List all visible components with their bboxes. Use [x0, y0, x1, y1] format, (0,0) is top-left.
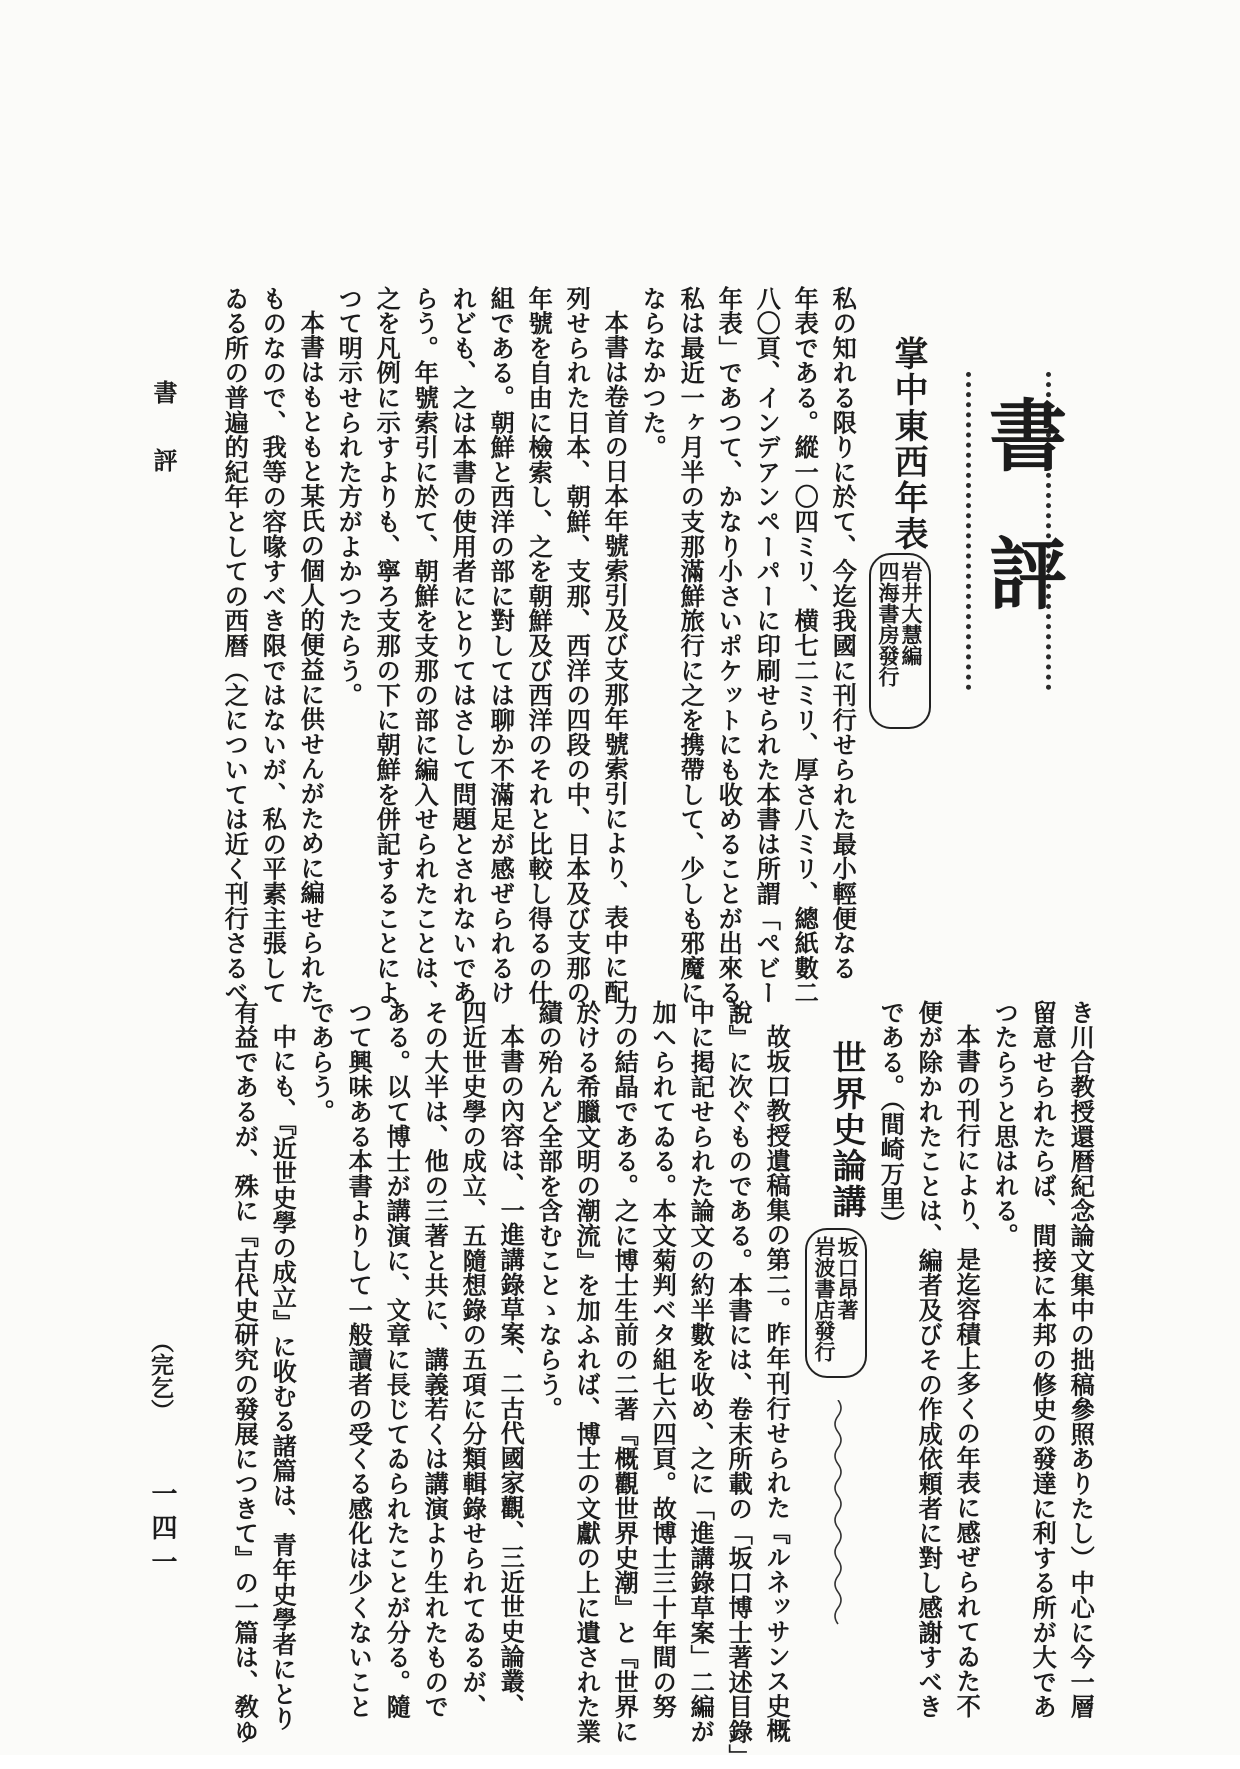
review2-publisher: 岩波書店發行 [812, 1236, 837, 1362]
page-number: 一四一 [147, 1480, 177, 1582]
review1-col-7: 列せられた日本、朝鮮、支那、西洋の四段の中、日本及び支那の [562, 286, 592, 1006]
review2-col-12: であらう。 [306, 1000, 336, 1124]
review1-col-8: 年號を自由に檢索し、之を朝鮮及び西洋のそれと比較し得るの仕 [524, 286, 554, 1006]
review1-col-4: 私は最近一ヶ月半の支那滿鮮旅行に之を携帶して、少しも邪魔に [676, 286, 706, 1006]
review2-col-2: 中に掲記せられた論文の約半數を收め、之に「進講錄草案」二編が [686, 1000, 716, 1744]
review1-col-14: 本書はもともと某氏の個人的便益に供せんがために編せられた [296, 310, 326, 1005]
review1-col-18: 留意せられたらば、間接に本邦の修史の發達に利する所が大であ [1028, 1000, 1058, 1720]
review1-author: 岩井大慧編 [899, 561, 924, 666]
review2-meta-box [805, 1228, 867, 1378]
review2-col-0: 故坂口教授遺稿集の第二。昨年刊行せられた『ルネッサンス史概 [762, 1024, 792, 1744]
review1-col-17: き川合教授還暦紀念論文集中の拙稿參照ありたし）中心に今一層 [1066, 1000, 1096, 1720]
review1-col-12: 之を凡例に示すよりも、寧ろ支那の下に朝鮮を併記することによ [372, 286, 402, 1006]
review2-col-11: つて興味ある本書よりして一般讀者の受くる感化は少くないこと [344, 1000, 374, 1720]
review1-col-1: 年表である。縱一〇四ミリ、横七二ミリ、厚さ八ミリ、總紙數二 [790, 286, 820, 1006]
review1-publisher: 四海書房發行 [876, 561, 901, 687]
continued-mark: （完乞） [147, 1330, 174, 1422]
review1-col-5: ならなかつた。 [638, 286, 668, 460]
review2-col-9: その大半は、他の三著と共に、講義若くは講演より生れたもので [420, 1000, 450, 1720]
review2-author: 坂口昂著 [835, 1236, 860, 1320]
review2-col-3: 加へられてゐる。本文菊判ベタ組七六四頁。故博士三十年間の努 [648, 1000, 678, 1720]
review2-col-8: 四近世史學の成立、五隨想錄の五項に分類輯錄せられてゐるが、 [458, 1000, 488, 1720]
review2-col-4: 力の結晶である。之に博士生前の二著『概觀世界史潮』と『世界に [610, 1000, 640, 1744]
review2-title: 世界史論講 [826, 1040, 866, 1220]
review2-col-1: 說』に次ぐものである。本書には、卷末所載の「坂口博士著述目錄」 [724, 1000, 754, 1769]
review1-col-15: ものなので、我等の容喙すべき限ではないが、私の平素主張して [258, 286, 288, 1006]
review2-col-7: 本書の內容は、一進講錄草案、二古代國家觀、三近世史論叢、 [496, 1024, 526, 1719]
review1-col-19: つたらうと思はれる。 [990, 1000, 1020, 1248]
review1-col-10: れども、之は本書の使用者にとりてはさして問題とされないであ [448, 286, 478, 1006]
review1-col-3: 年表」であつて、かなり小さいポケットにも收めることが出來る。 [714, 286, 744, 1030]
review1-col-13: つて明示せられた方がよかつたらう。 [334, 286, 364, 708]
review2-col-6: 績の殆んど全部を含むことゝならう。 [534, 1000, 564, 1422]
wavy-divider [828, 1400, 848, 1630]
review2-col-10: ある。以て博士が講演に、文章に長じてゐられたことが分る。隨 [382, 1000, 412, 1720]
section-title: 書評 [976, 395, 1067, 671]
review2-col-5: 於ける希臘文明の潮流』を加ふれば、博士の文獻の上に遺された業 [572, 1000, 602, 1744]
review1-col-21: 便が除かれたことは、編者及びその作成依頼者に對し感謝すべき [914, 1000, 944, 1720]
review1-col-20: 本書の刊行により、是迄容積上多くの年表に感ぜられてゐた不 [952, 1024, 982, 1719]
review1-col-11: らう。年號索引に於て、朝鮮を支那の部に編入せられたことは、 [410, 286, 440, 1006]
review1-col-16: ゐる所の普遍的紀年としての西暦（之については近く刊行さるべ [220, 286, 250, 1006]
review1-title: 掌中東西年表 [888, 336, 928, 552]
review2-col-14: 有益であるが、殊に『古代史研究の發展につきて』の一篇は、敎ゆ [230, 1000, 260, 1744]
running-head: 書評 [149, 380, 178, 516]
review1-col-2: 八〇頁、インデアンペーパーに印刷せられた本書は所謂「ぺビー [752, 286, 782, 1006]
review1-col-22: である。（間崎万里） [876, 1000, 906, 1236]
review2-col-13: 中にも、『近世史學の成立』に收むる諸篇は、青年史學者にとり [268, 1024, 298, 1732]
review1-col-9: 組である。朝鮮と西洋の部に對しては聊か不滿足が感ぜられるけ [486, 286, 516, 1006]
review1-col-0: 私の知れる限りに於て、今迄我國に刊行せられた最小輕便なる [828, 286, 858, 981]
review1-meta-box [869, 553, 931, 729]
review1-col-6: 本書は卷首の日本年號索引及び支那年號索引により、表中に配 [600, 310, 630, 1005]
